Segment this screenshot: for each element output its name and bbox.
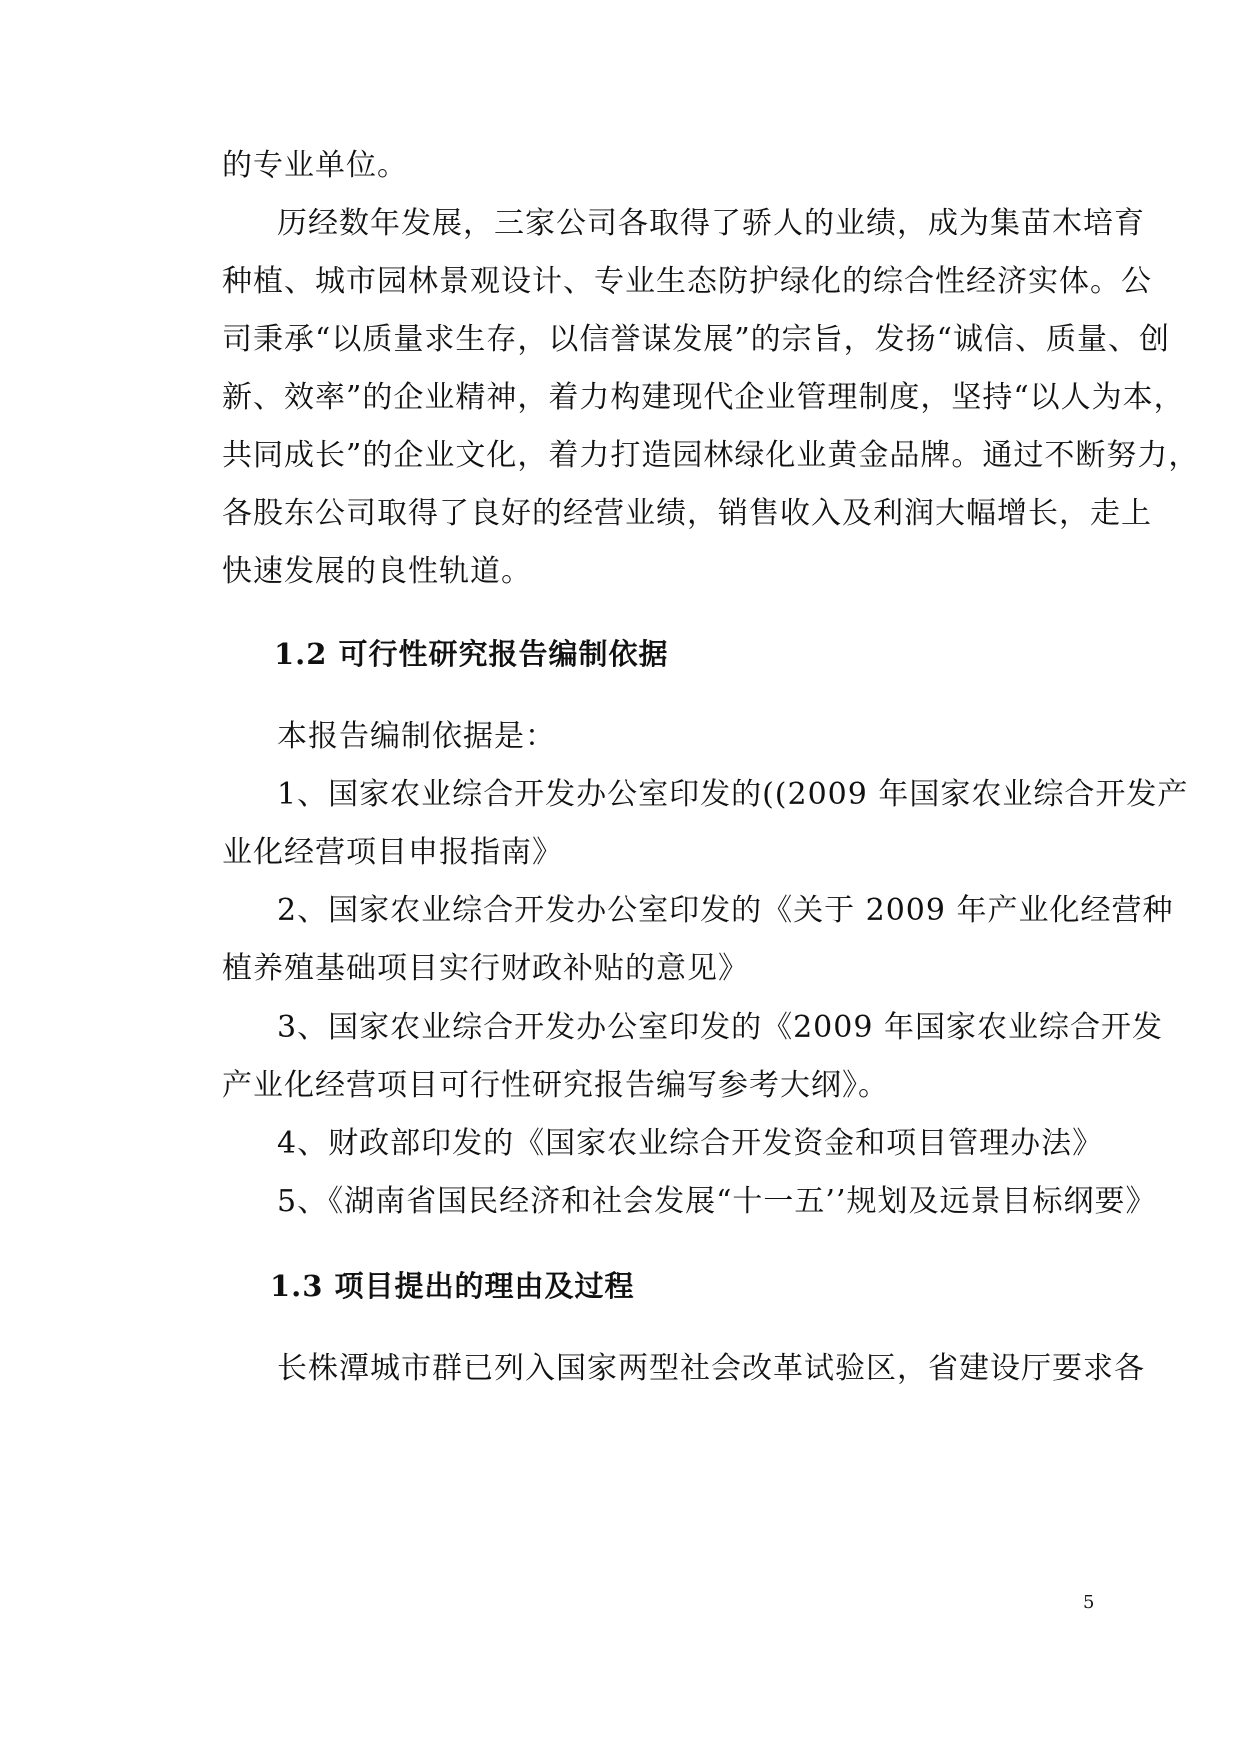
paragraph-line: 司秉承“以质量求生存，以信誉谋发展”的宗旨，发扬“诚信、质量、创: [222, 322, 1171, 357]
paragraph-line: 种植、城市园林景观设计、专业生态防护绿化的综合性经济实体。公: [222, 264, 1152, 299]
list-item: 产业化经营项目可行性研究报告编写参考大纲》。: [222, 1068, 889, 1103]
paragraph-line: 新、效率”的企业精神，着力构建现代企业管理制度，坚持“以人为本，: [222, 380, 1185, 415]
section-intro: 本报告编制依据是：: [277, 719, 556, 754]
paragraph-line: 历经数年发展，三家公司各取得了骄人的业绩，成为集苗木培育: [277, 206, 1145, 241]
page-number: 5: [1083, 1592, 1095, 1613]
list-item: 植养殖基础项目实行财政补贴的意见》: [222, 951, 749, 986]
paragraph-line: 各股东公司取得了良好的经营业绩，销售收入及利润大幅增长，走上: [222, 496, 1152, 531]
paragraph-line: 长株潭城市群已列入国家两型社会改革试验区，省建设厅要求各: [277, 1351, 1145, 1386]
section-heading: 1.2 可行性研究报告编制依据: [274, 637, 669, 671]
paragraph-line: 共同成长”的企业文化，着力打造园林绿化业黄金品牌。通过不断努力，: [222, 438, 1200, 473]
list-item: 5、《湖南省国民经济和社会发展“十一五’’规划及远景目标纲要》: [277, 1184, 1157, 1219]
list-item: 3、国家农业综合开发办公室印发的《2009 年国家农业综合开发: [277, 1010, 1163, 1045]
paragraph-line: 快速发展的良性轨道。: [222, 554, 532, 589]
list-item: 4、财政部印发的《国家农业综合开发资金和项目管理办法》: [277, 1126, 1104, 1161]
list-item: 业化经营项目申报指南》: [222, 835, 563, 870]
list-item: 2、国家农业综合开发办公室印发的《关于 2009 年产业化经营种: [277, 893, 1174, 928]
paragraph-line: 的专业单位。: [222, 148, 408, 183]
list-item: 1、国家农业综合开发办公室印发的((2009 年国家农业综合开发产: [277, 777, 1189, 812]
section-heading: 1.3 项目提出的理由及过程: [270, 1269, 635, 1303]
